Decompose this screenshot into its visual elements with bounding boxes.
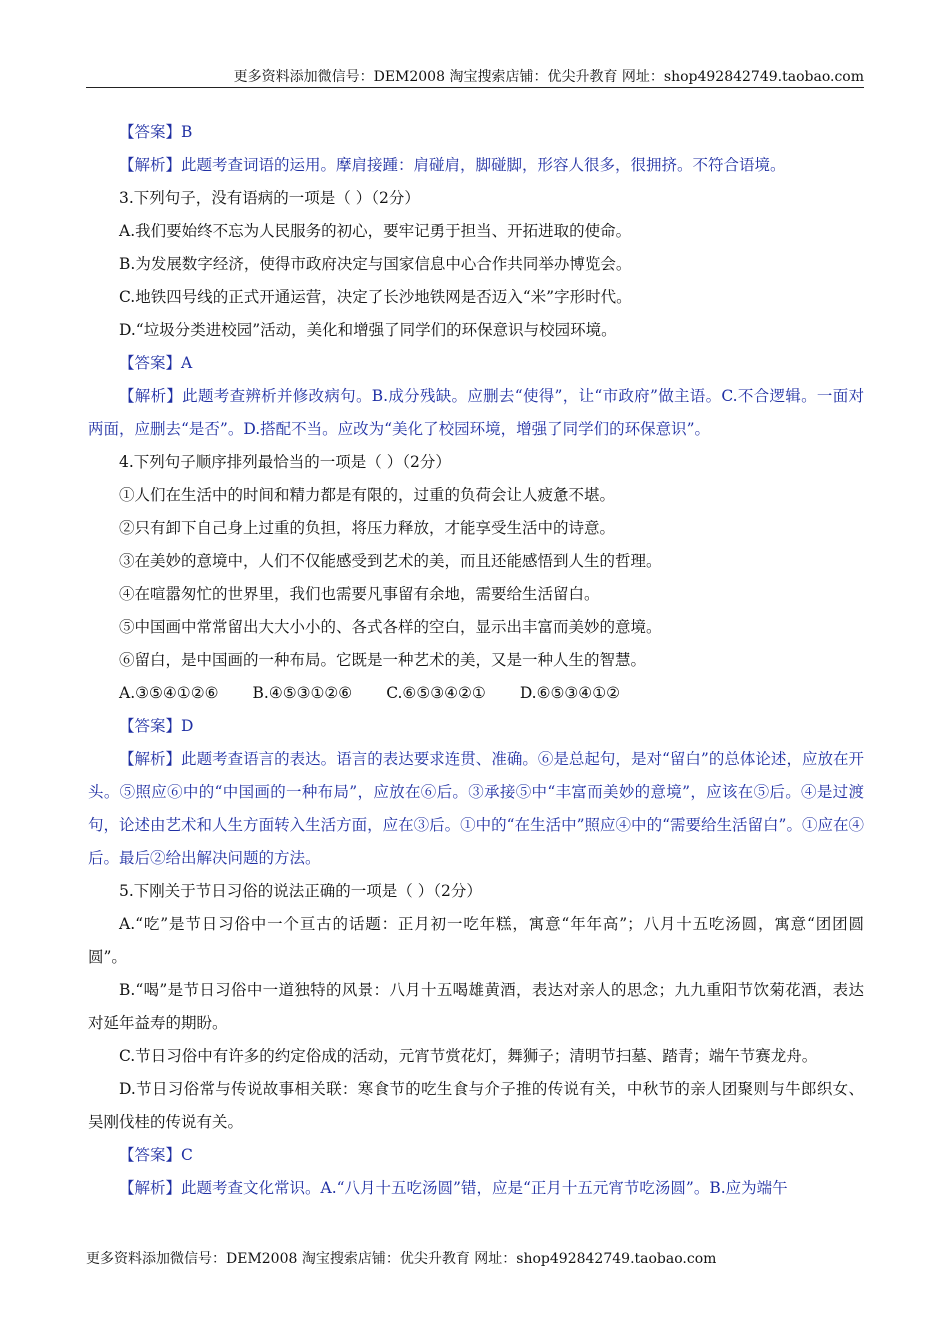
- page-header: 更多资料添加微信号：DEM2008 淘宝搜索店铺：优尖升教育 网址：shop492842749.taobao.com: [233, 69, 864, 85]
- q5-analysis: 【解析】此题考查文化常识。A.“八月十五吃汤圆”错，应是“正月十五元宵节吃汤圆”。B.应为端午: [119, 1179, 788, 1197]
- q4-sentence-6: ⑥留白，是中国画的一种布局。它既是一种艺术的美，又是一种人生的智慧。: [119, 651, 647, 669]
- q4-options: [88, 677, 864, 710]
- q4-sentence-1: ①人们在生活中的时间和精力都是有限的，过重的负荷会让人疲惫不堪。: [119, 486, 616, 504]
- q5-option-b: B.“喝”是节日习俗中一道独特的风景：八月十五喝雄黄酒，表达对亲人的思念；九九重阳节饮菊花酒，表达对延年益寿的期盼。: [88, 981, 864, 1032]
- q4-sentence-2: ②只有卸下自己身上过重的负担，将压力释放，才能享受生活中的诗意。: [119, 519, 616, 537]
- q3-answer: 【答案】A: [119, 354, 193, 372]
- q3-option-c: C.地铁四号线的正式开通运营，决定了长沙地铁网是否迈入“米”字形时代。: [119, 288, 632, 306]
- q4-option-c: C.⑥⑤③④②①: [386, 684, 486, 702]
- q4-analysis: 【解析】此题考查语言的表达。语言的表达要求连贯、准确。⑥是总起句，是对“留白”的总体论述，应放在开头。⑤照应⑥中的“中国画的一种布局”，应放在⑥后。③承接⑤中“丰富而美妙的意境”，应该在⑤后。④是过渡句，论述由艺术和人生方面转入生活方面，应在③后。①中的“在生活中”照应④中的“需要给生活留白”。①应在④后。最后②给出解决问题的方法。: [88, 750, 864, 867]
- q4-sentence-3: ③在美妙的意境中，人们不仅能感受到艺术的美，而且还能感悟到人生的哲理。: [119, 552, 662, 570]
- q5-stem: 5.下刚关于节日习俗的说法正确的一项是（ ）（2分）: [119, 882, 482, 900]
- q4-sentence-5: ⑤中国画中常常留出大大小小的、各式各样的空白，显示出丰富而美妙的意境。: [119, 618, 662, 636]
- q3-option-b: B.为发展数字经济，使得市政府决定与国家信息中心合作共同举办博览会。: [119, 255, 632, 273]
- q5-answer: 【答案】C: [119, 1146, 193, 1164]
- q4-option-b: B.④⑤③①②⑥: [252, 684, 353, 702]
- q3-option-d: D.“垃圾分类进校园”活动，美化和增强了同学们的环保意识与校园环境。: [119, 321, 617, 339]
- q5-option-c: C.节日习俗中有许多的约定俗成的活动，元宵节赏花灯，舞狮子；清明节扫墓、踏青；端午节赛龙舟。: [119, 1047, 818, 1065]
- q3-option-a: A.我们要始终不忘为人民服务的初心，要牢记勇于担当、开拓进取的使命。: [119, 222, 632, 240]
- q4-sentence-4: ④在喧嚣匆忙的世界里，我们也需要凡事留有余地，需要给生活留白。: [119, 585, 600, 603]
- q4-option-d: D.⑥⑤③④①②: [519, 684, 620, 702]
- q2-analysis: 【解析】此题考查词语的运用。摩肩接踵：肩碰肩，脚碰脚，形容人很多，很拥挤。不符合语境。: [119, 156, 786, 174]
- q4-answer: 【答案】D: [119, 717, 194, 735]
- q3-stem: 3.下列句子，没有语病的一项是（ ）（2分）: [119, 189, 420, 207]
- q2-answer: 【答案】B: [119, 123, 193, 141]
- q4-stem: 4.下列句子顺序排列最恰当的一项是（ ）（2分）: [119, 453, 451, 471]
- q4-option-a: A.③⑤④①②⑥: [119, 684, 219, 702]
- page-footer: 更多资料添加微信号：DEM2008 淘宝搜索店铺：优尖升教育 网址：shop492842749.taobao.com: [86, 1251, 717, 1267]
- q5-option-d: D.节日习俗常与传说故事相关联：寒食节的吃生食与介子推的传说有关，中秋节的亲人团聚则与牛郎织女、吴刚伐桂的传说有关。: [88, 1080, 864, 1131]
- header-divider: [86, 87, 864, 88]
- q5-option-a: A.“吃”是节日习俗中一个亘古的话题：正月初一吃年糕，寓意“年年高”；八月十五吃汤圆，寓意“团团圆圆”。: [88, 915, 864, 966]
- document-body: [88, 116, 864, 1205]
- q3-analysis: 【解析】此题考查辨析并修改病句。B.成分残缺。应删去“使得”，让“市政府”做主语。C.不合逻辑。一面对两面，应删去“是否”。D.搭配不当。应改为“美化了校园环境，增强了同学们的环保意识”。: [88, 387, 864, 438]
